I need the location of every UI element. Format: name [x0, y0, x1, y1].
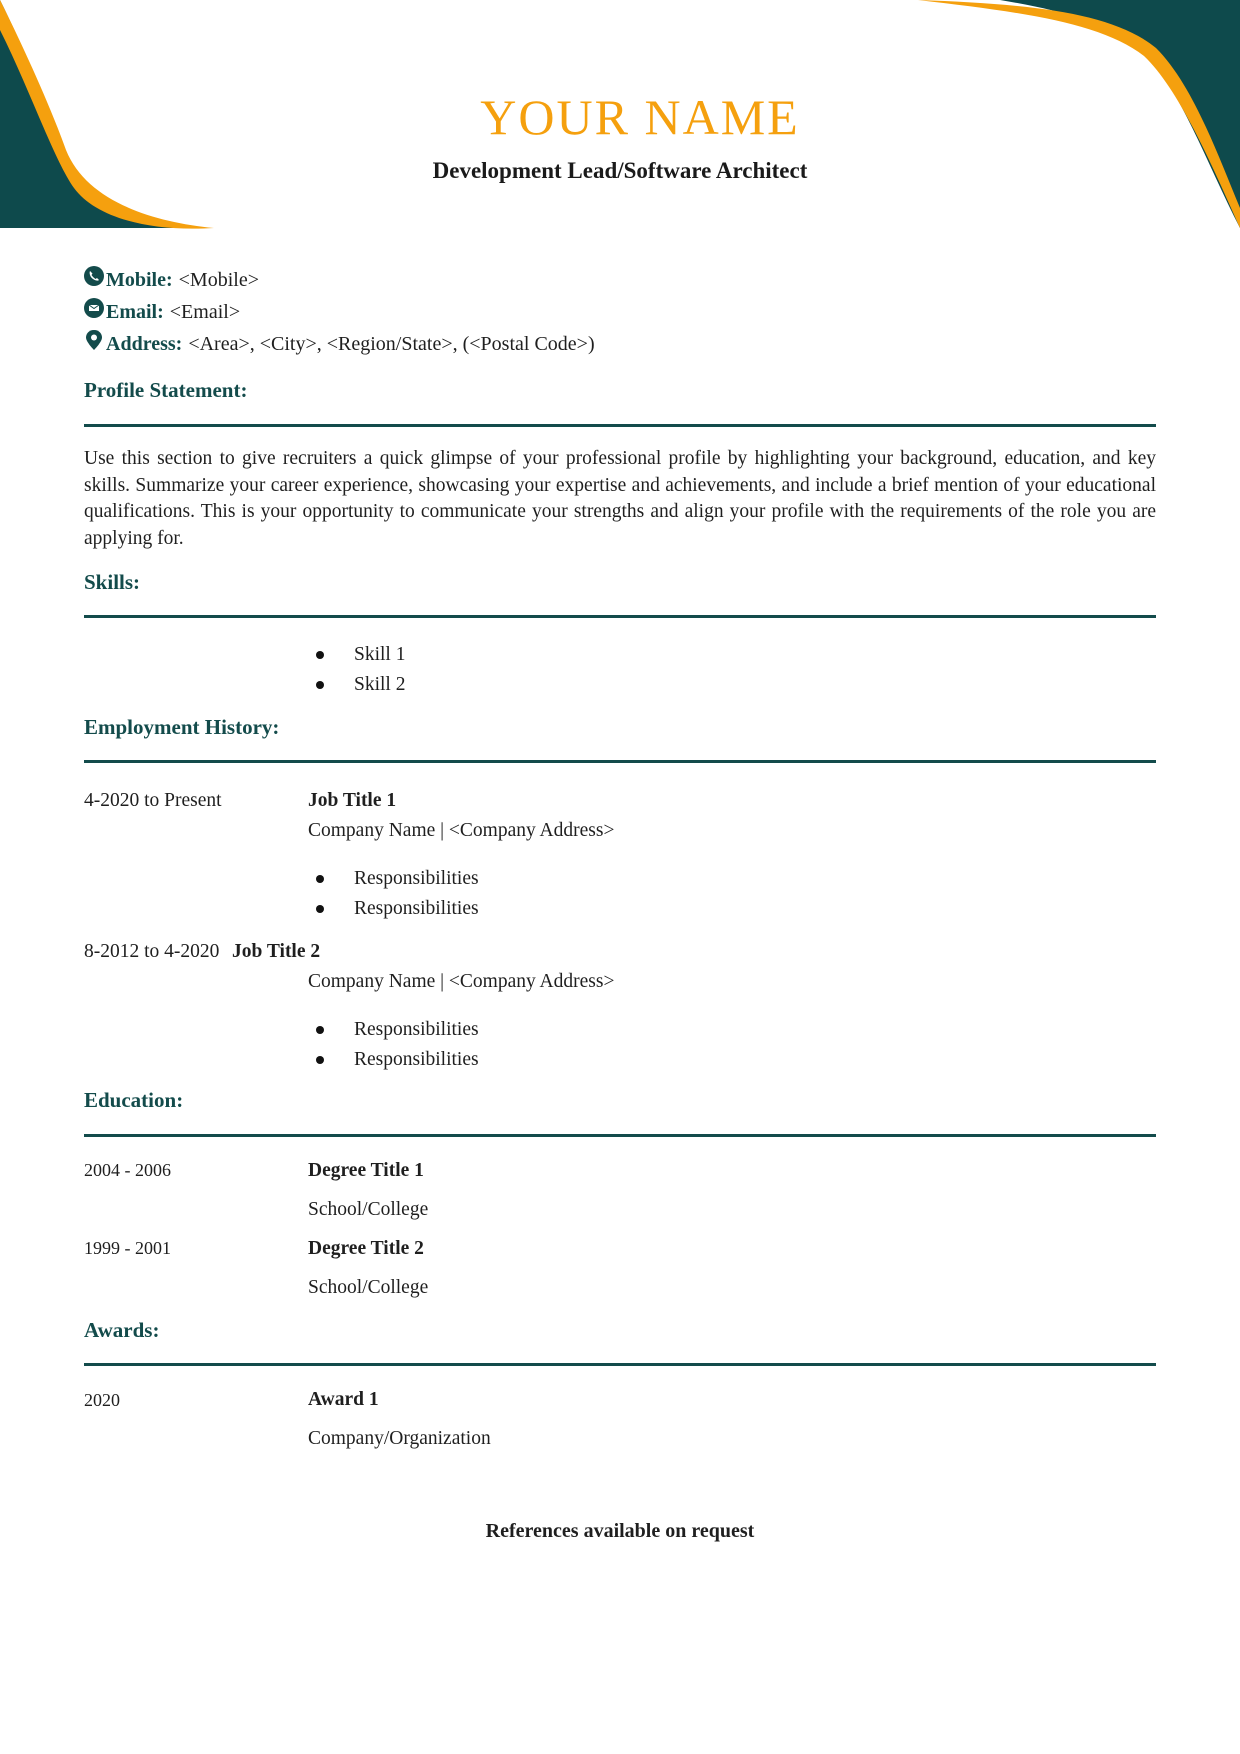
- job-responsibilities: [308, 864, 479, 924]
- list-item: [308, 1045, 479, 1075]
- list-item: [308, 864, 479, 894]
- address-label: Address:: [106, 332, 183, 355]
- job-company: Company Name | <Company Address>: [308, 971, 615, 992]
- references-note: References available on request: [485, 1520, 755, 1542]
- mobile-value: <Mobile>: [178, 268, 259, 291]
- responsibility-text: Responsibilities: [354, 868, 479, 889]
- phone-icon: [84, 266, 104, 286]
- skill-text: Skill 2: [354, 674, 406, 695]
- responsibility-text: Responsibilities: [354, 1019, 479, 1040]
- job-responsibilities: [308, 1015, 479, 1075]
- skill-text: Skill 1: [354, 644, 406, 665]
- bullet-icon: [316, 905, 324, 913]
- education-dates: 1999 - 2001: [84, 1238, 171, 1258]
- job-title: Development Lead/Software Architect: [432, 158, 808, 183]
- list-item: [308, 670, 405, 700]
- school-name: School/College: [308, 1277, 429, 1298]
- awards-heading: Awards:: [84, 1318, 160, 1342]
- profile-heading: Profile Statement:: [84, 378, 248, 402]
- responsibility-text: Responsibilities: [354, 898, 479, 919]
- list-item: [308, 640, 405, 670]
- contact-email: [84, 296, 595, 328]
- bullet-icon: [316, 681, 324, 689]
- awards-rule: [84, 1363, 1156, 1366]
- employment-rule: [84, 760, 1156, 763]
- bullet-icon: [316, 1056, 324, 1064]
- mobile-label: Mobile:: [106, 268, 173, 291]
- list-item: [308, 1015, 479, 1045]
- list-item: [308, 894, 479, 924]
- job-dates: 4-2020 to Present: [84, 790, 222, 811]
- skills-rule: [84, 615, 1156, 618]
- award-title: Award 1: [308, 1389, 379, 1410]
- bullet-icon: [316, 875, 324, 883]
- education-heading: Education:: [84, 1088, 184, 1112]
- contact-mobile: [84, 264, 595, 296]
- responsibility-text: Responsibilities: [354, 1049, 479, 1070]
- profile-rule: [84, 424, 1156, 427]
- education-rule: [84, 1134, 1156, 1137]
- email-value: <Email>: [169, 300, 241, 323]
- mail-icon: [84, 298, 104, 318]
- bullet-icon: [316, 651, 324, 659]
- job-title-entry: Job Title 1: [308, 790, 397, 811]
- award-organization: Company/Organization: [308, 1428, 491, 1449]
- email-label: Email:: [106, 300, 164, 323]
- candidate-name: YOUR NAME: [480, 89, 800, 145]
- bullet-icon: [316, 1026, 324, 1034]
- award-year: 2020: [84, 1390, 120, 1410]
- degree-title: Degree Title 1: [308, 1160, 424, 1181]
- education-dates: 2004 - 2006: [84, 1160, 171, 1180]
- profile-text: Use this section to give recruiters a quick glimpse of your professional profile by highlighting your background, education, and key skills. Summarize your career experience, showcasing your expertise and achievements, and include a brief mention of your educational qualifications. This is your opportunity to communicate your strengths and align your profile with the requirements of the role you are applying for.: [84, 448, 1156, 549]
- contact-address: [84, 328, 595, 360]
- job-dates: 8-2012 to 4-2020: [84, 941, 220, 962]
- degree-title: Degree Title 2: [308, 1238, 424, 1259]
- school-name: School/College: [308, 1199, 429, 1220]
- job-title-entry: Job Title 2: [232, 941, 321, 962]
- skills-list: [308, 640, 405, 700]
- employment-heading: Employment History:: [84, 715, 280, 739]
- location-pin-icon: [84, 330, 104, 350]
- contact-block: [84, 264, 595, 360]
- address-value: <Area>, <City>, <Region/State>, (<Postal Code>): [188, 332, 595, 355]
- skills-heading: Skills:: [84, 570, 141, 594]
- job-company: Company Name | <Company Address>: [308, 820, 615, 841]
